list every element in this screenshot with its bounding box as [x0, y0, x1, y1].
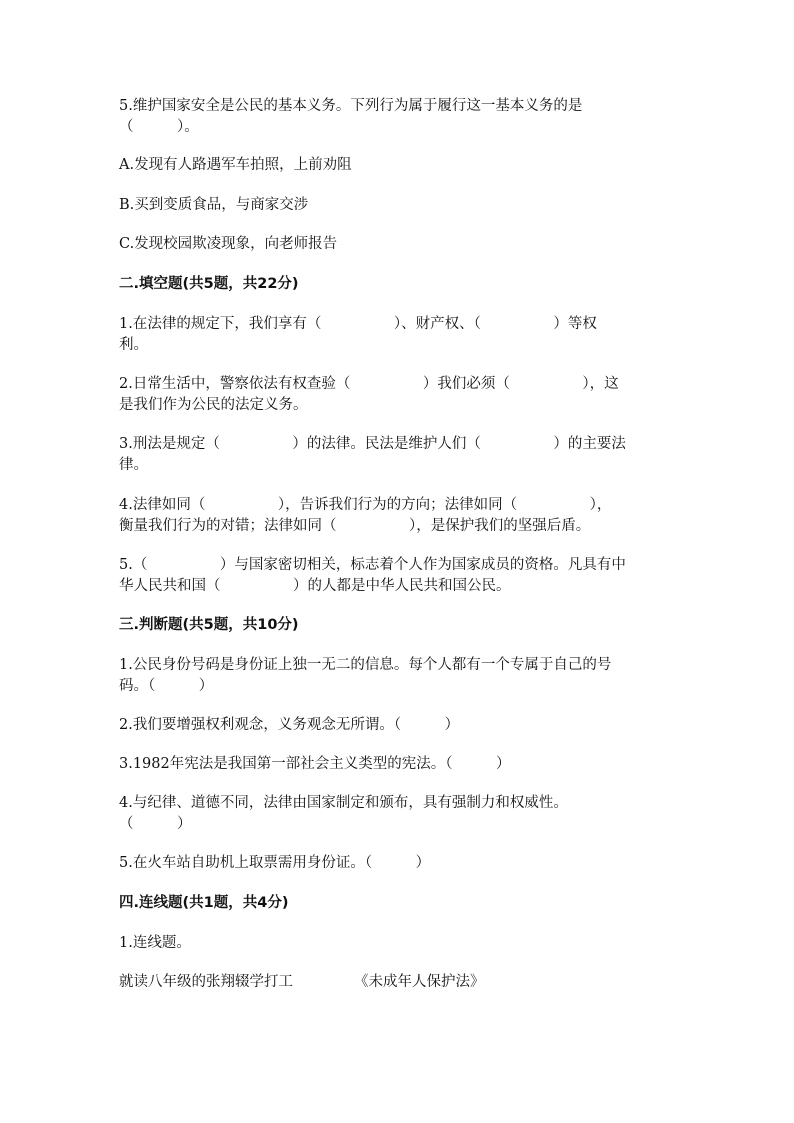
judge-q1-line-2: 码。（ ） [119, 678, 214, 694]
fill-q4-line-1: 4.法律如同（ ），告诉我们行为的方向；法律如同（ ）， [119, 497, 612, 513]
judge-q2: 2.我们要增强权利观念，义务观念无所谓。（ ） [119, 717, 460, 733]
judge-q4-line-1: 4.与纪律、道德不同，法律由国家制定和颁布，具有强制力和权威性。 [119, 795, 568, 811]
fill-q5-line-2: 华人民共和国（ ）的人都是中华人民共和国公民。 [119, 578, 511, 594]
judge-q3: 3.1982年宪法是我国第一部社会主义类型的宪法。（ ） [119, 756, 511, 772]
section-4-heading: 四.连线题(共1题，共4分) [119, 895, 289, 911]
question-5-stem-line-2: （ ）。 [119, 119, 199, 135]
question-5-stem-line-1: 5.维护国家安全是公民的基本义务。下列行为属于履行这一基本义务的是 [119, 98, 583, 114]
section-2-heading: 二.填空题(共5题，共22分) [119, 276, 299, 292]
fill-q1-line-2: 利。 [119, 337, 148, 353]
fill-q2-line-2: 是我们作为公民的法定义务。 [119, 397, 308, 413]
fill-q5-line-1: 5.（ ）与国家密切相关，标志着个人作为国家成员的资格。凡具有中 [119, 557, 626, 573]
match-right-item: 《未成年人保护法》 [354, 974, 485, 990]
match-left-item: 就读八年级的张翔辍学打工 [119, 974, 293, 990]
judge-q4-line-2: （ ） [119, 816, 192, 832]
fill-q3-line-1: 3.刑法是规定（ ）的法律。民法是维护人们（ ）的主要法 [119, 436, 626, 452]
question-5-option-b: B.买到变质食品，与商家交涉 [119, 197, 309, 213]
section-3-heading: 三.判断题(共5题，共10分) [119, 617, 299, 633]
fill-q1-line-1: 1.在法律的规定下，我们享有（ ）、财产权、（ ）等权 [119, 316, 597, 332]
judge-q5: 5.在火车站自助机上取票需用身份证。（ ） [119, 855, 431, 871]
fill-q4-line-2: 衡量我们行为的对错；法律如同（ ），是保护我们的坚强后盾。 [119, 518, 591, 534]
fill-q3-line-2: 律。 [119, 457, 148, 473]
question-5-option-a: A.发现有人路遇军车拍照，上前劝阻 [119, 157, 352, 173]
match-q1: 1.连线题。 [119, 935, 191, 951]
judge-q1-line-1: 1.公民身份号码是身份证上独一无二的信息。每个人都有一个专属于自己的号 [119, 657, 612, 673]
question-5-option-c: C.发现校园欺凌现象，向老师报告 [119, 236, 338, 252]
fill-q2-line-1: 2.日常生活中，警察依法有权查验（ ）我们必须（ ），这 [119, 376, 619, 392]
